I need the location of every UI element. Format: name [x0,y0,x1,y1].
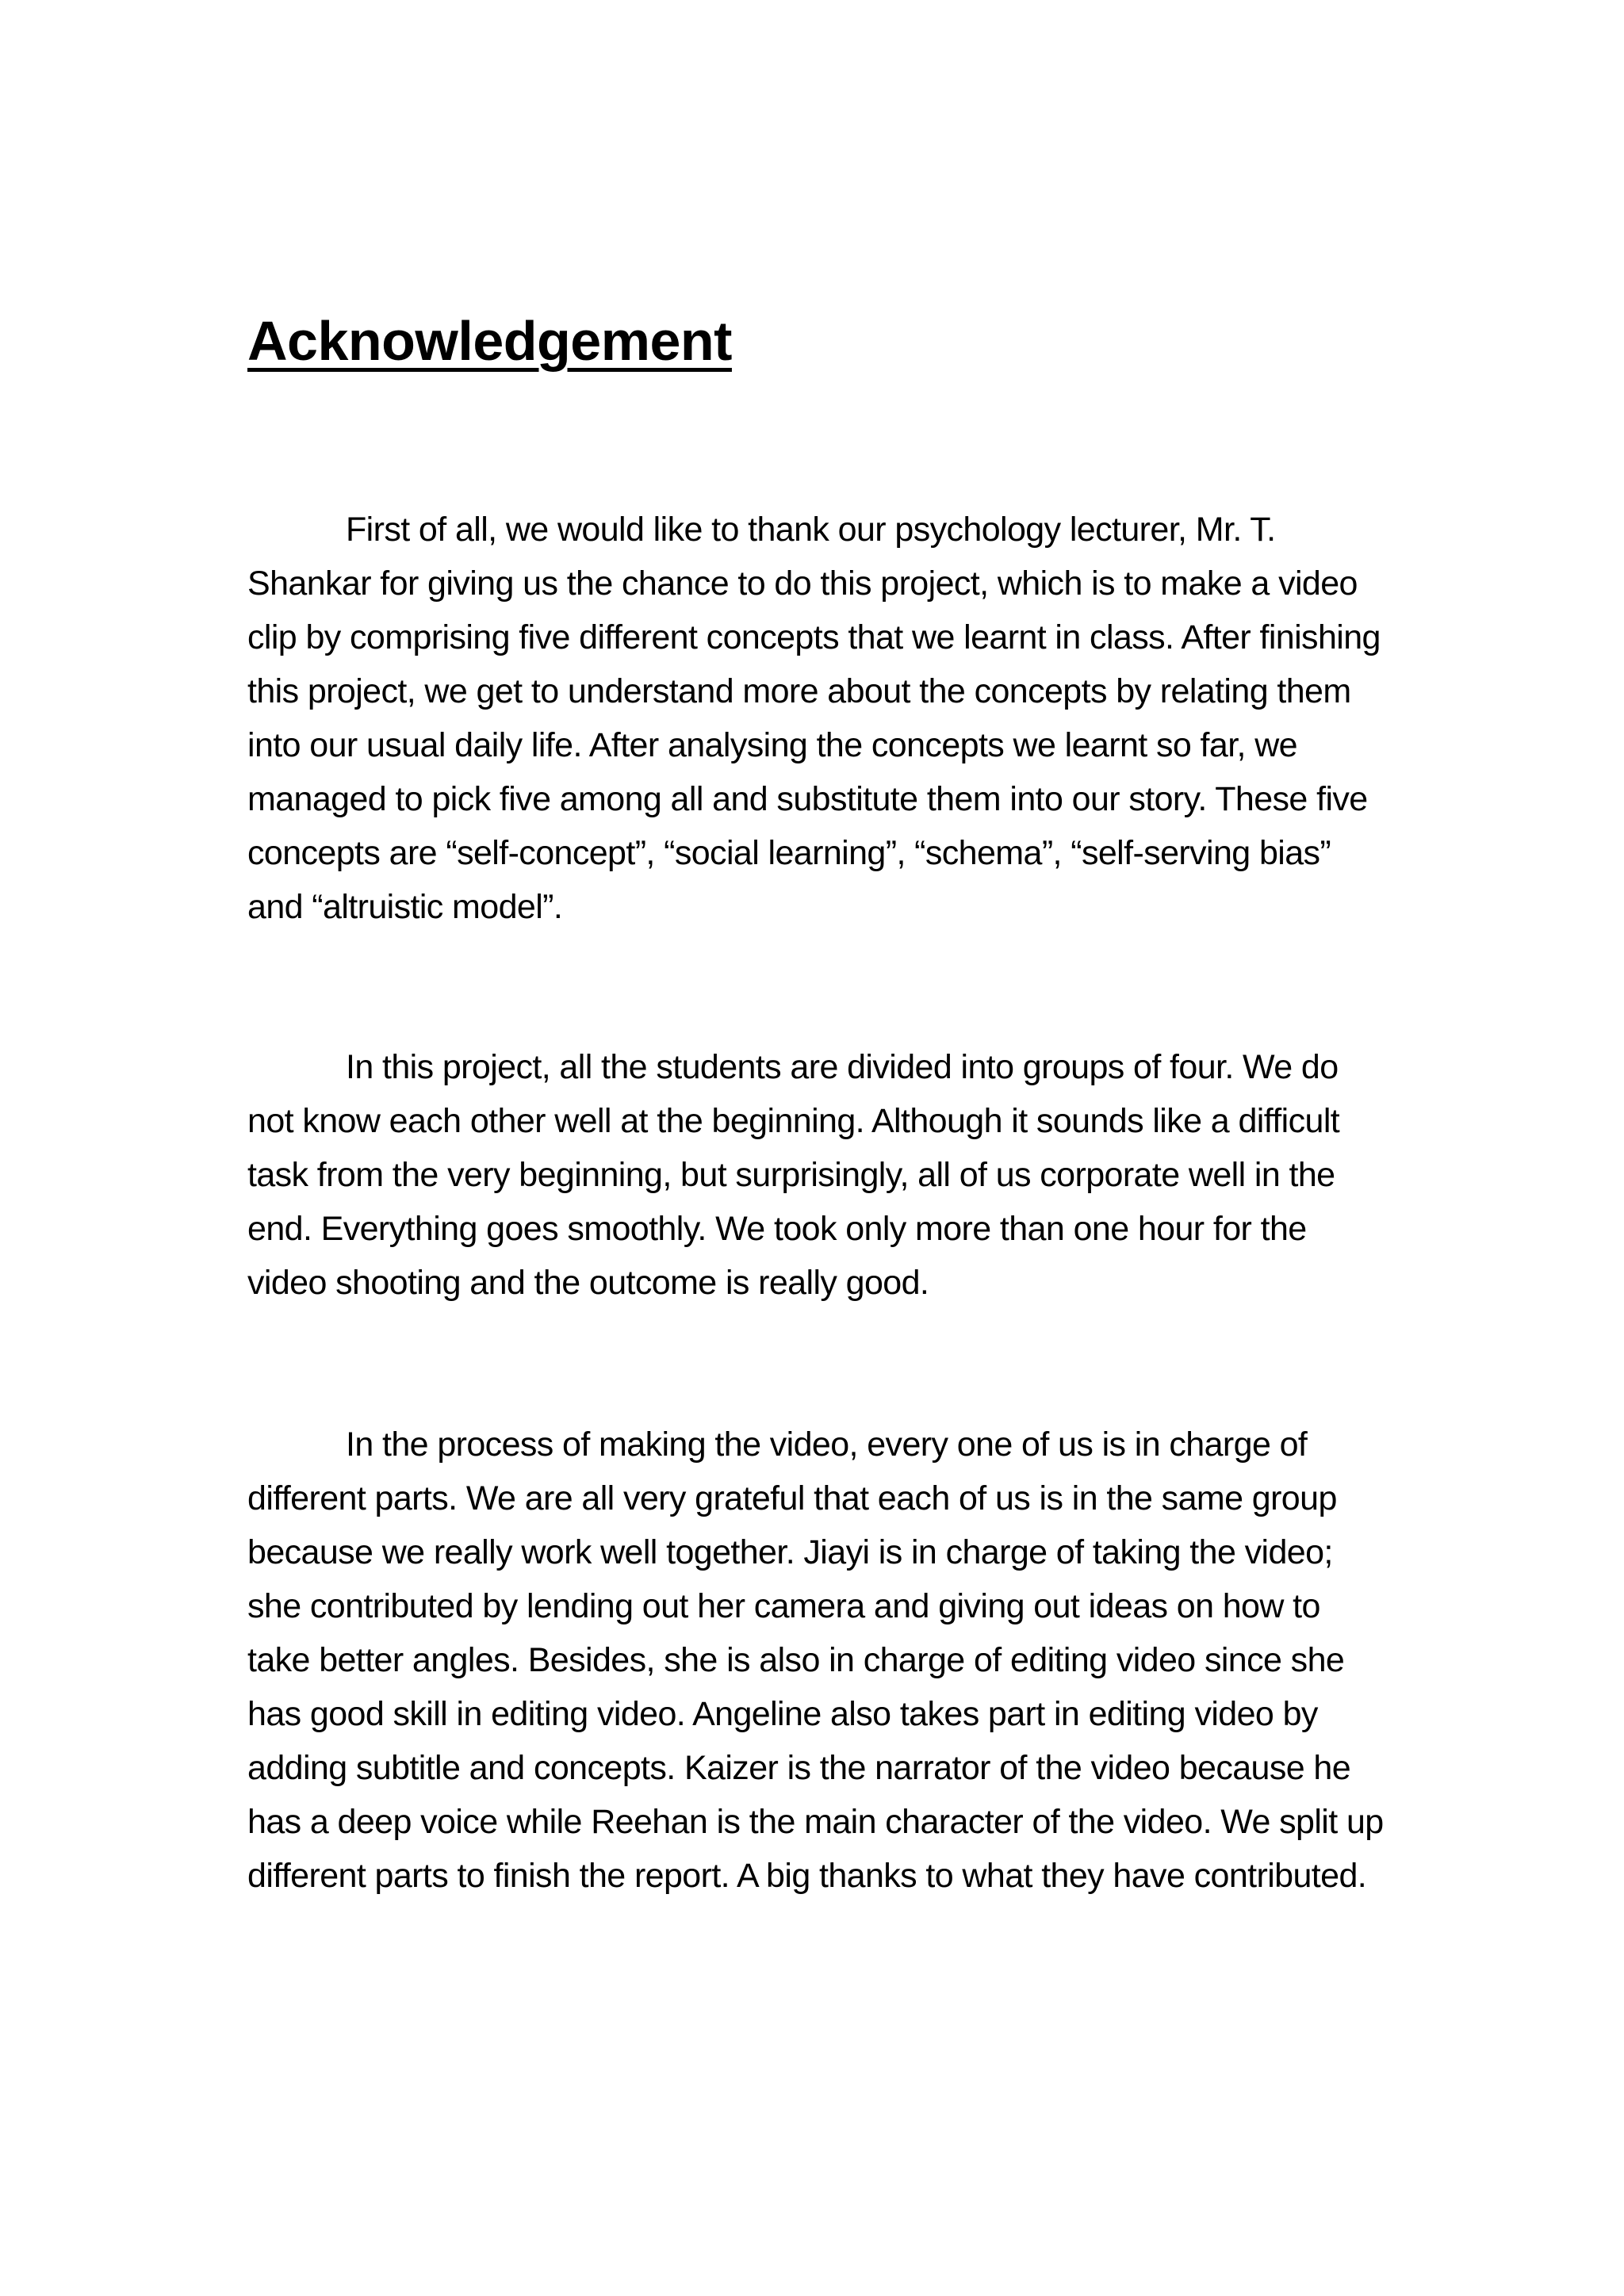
paragraph-3: In the process of making the video, every one of us is in charge of different parts. We are all very grateful that each of us is in the same group because we really work well together. Jiayi is in charge of taking the video; she contributed by lending out her camera and giving out ideas on how to take better angles. Besides, she is also in charge of editing video since she has good skill in editing video. Angeline also takes part in editing video by adding subtitle and concepts. Kaizer is the narrator of the video because he has a deep voice while Reehan is the main character of the video. We split up different parts to finish the report. A big thanks to what they have contributed. [247,1425,1384,1895]
paragraph-2: In this project, all the students are divided into groups of four. We do not know each other well at the beginning. Although it sounds like a difficult task from the very beginning, but surprisingly, all of us corporate well in the end. Everything goes smoothly. We took only more than one hour for the video shooting and the outcome is really good. [247,1048,1340,1302]
page-title: Acknowledgement [247,310,732,372]
paragraph-1: First of all, we would like to thank our psychology lecturer, Mr. T. Shankar for giving us the chance to do this project, which is to make a video clip by comprising five different concepts that we learnt in class. After finishing this project, we get to understand more about the concepts by relating them into our usual daily life. After analysing the concepts we learnt so far, we managed to pick five among all and substitute them into our story. These five concepts are “self-concept”, “social learning”, “schema”, “self-serving bias” and “altruistic model”. [247,511,1381,926]
